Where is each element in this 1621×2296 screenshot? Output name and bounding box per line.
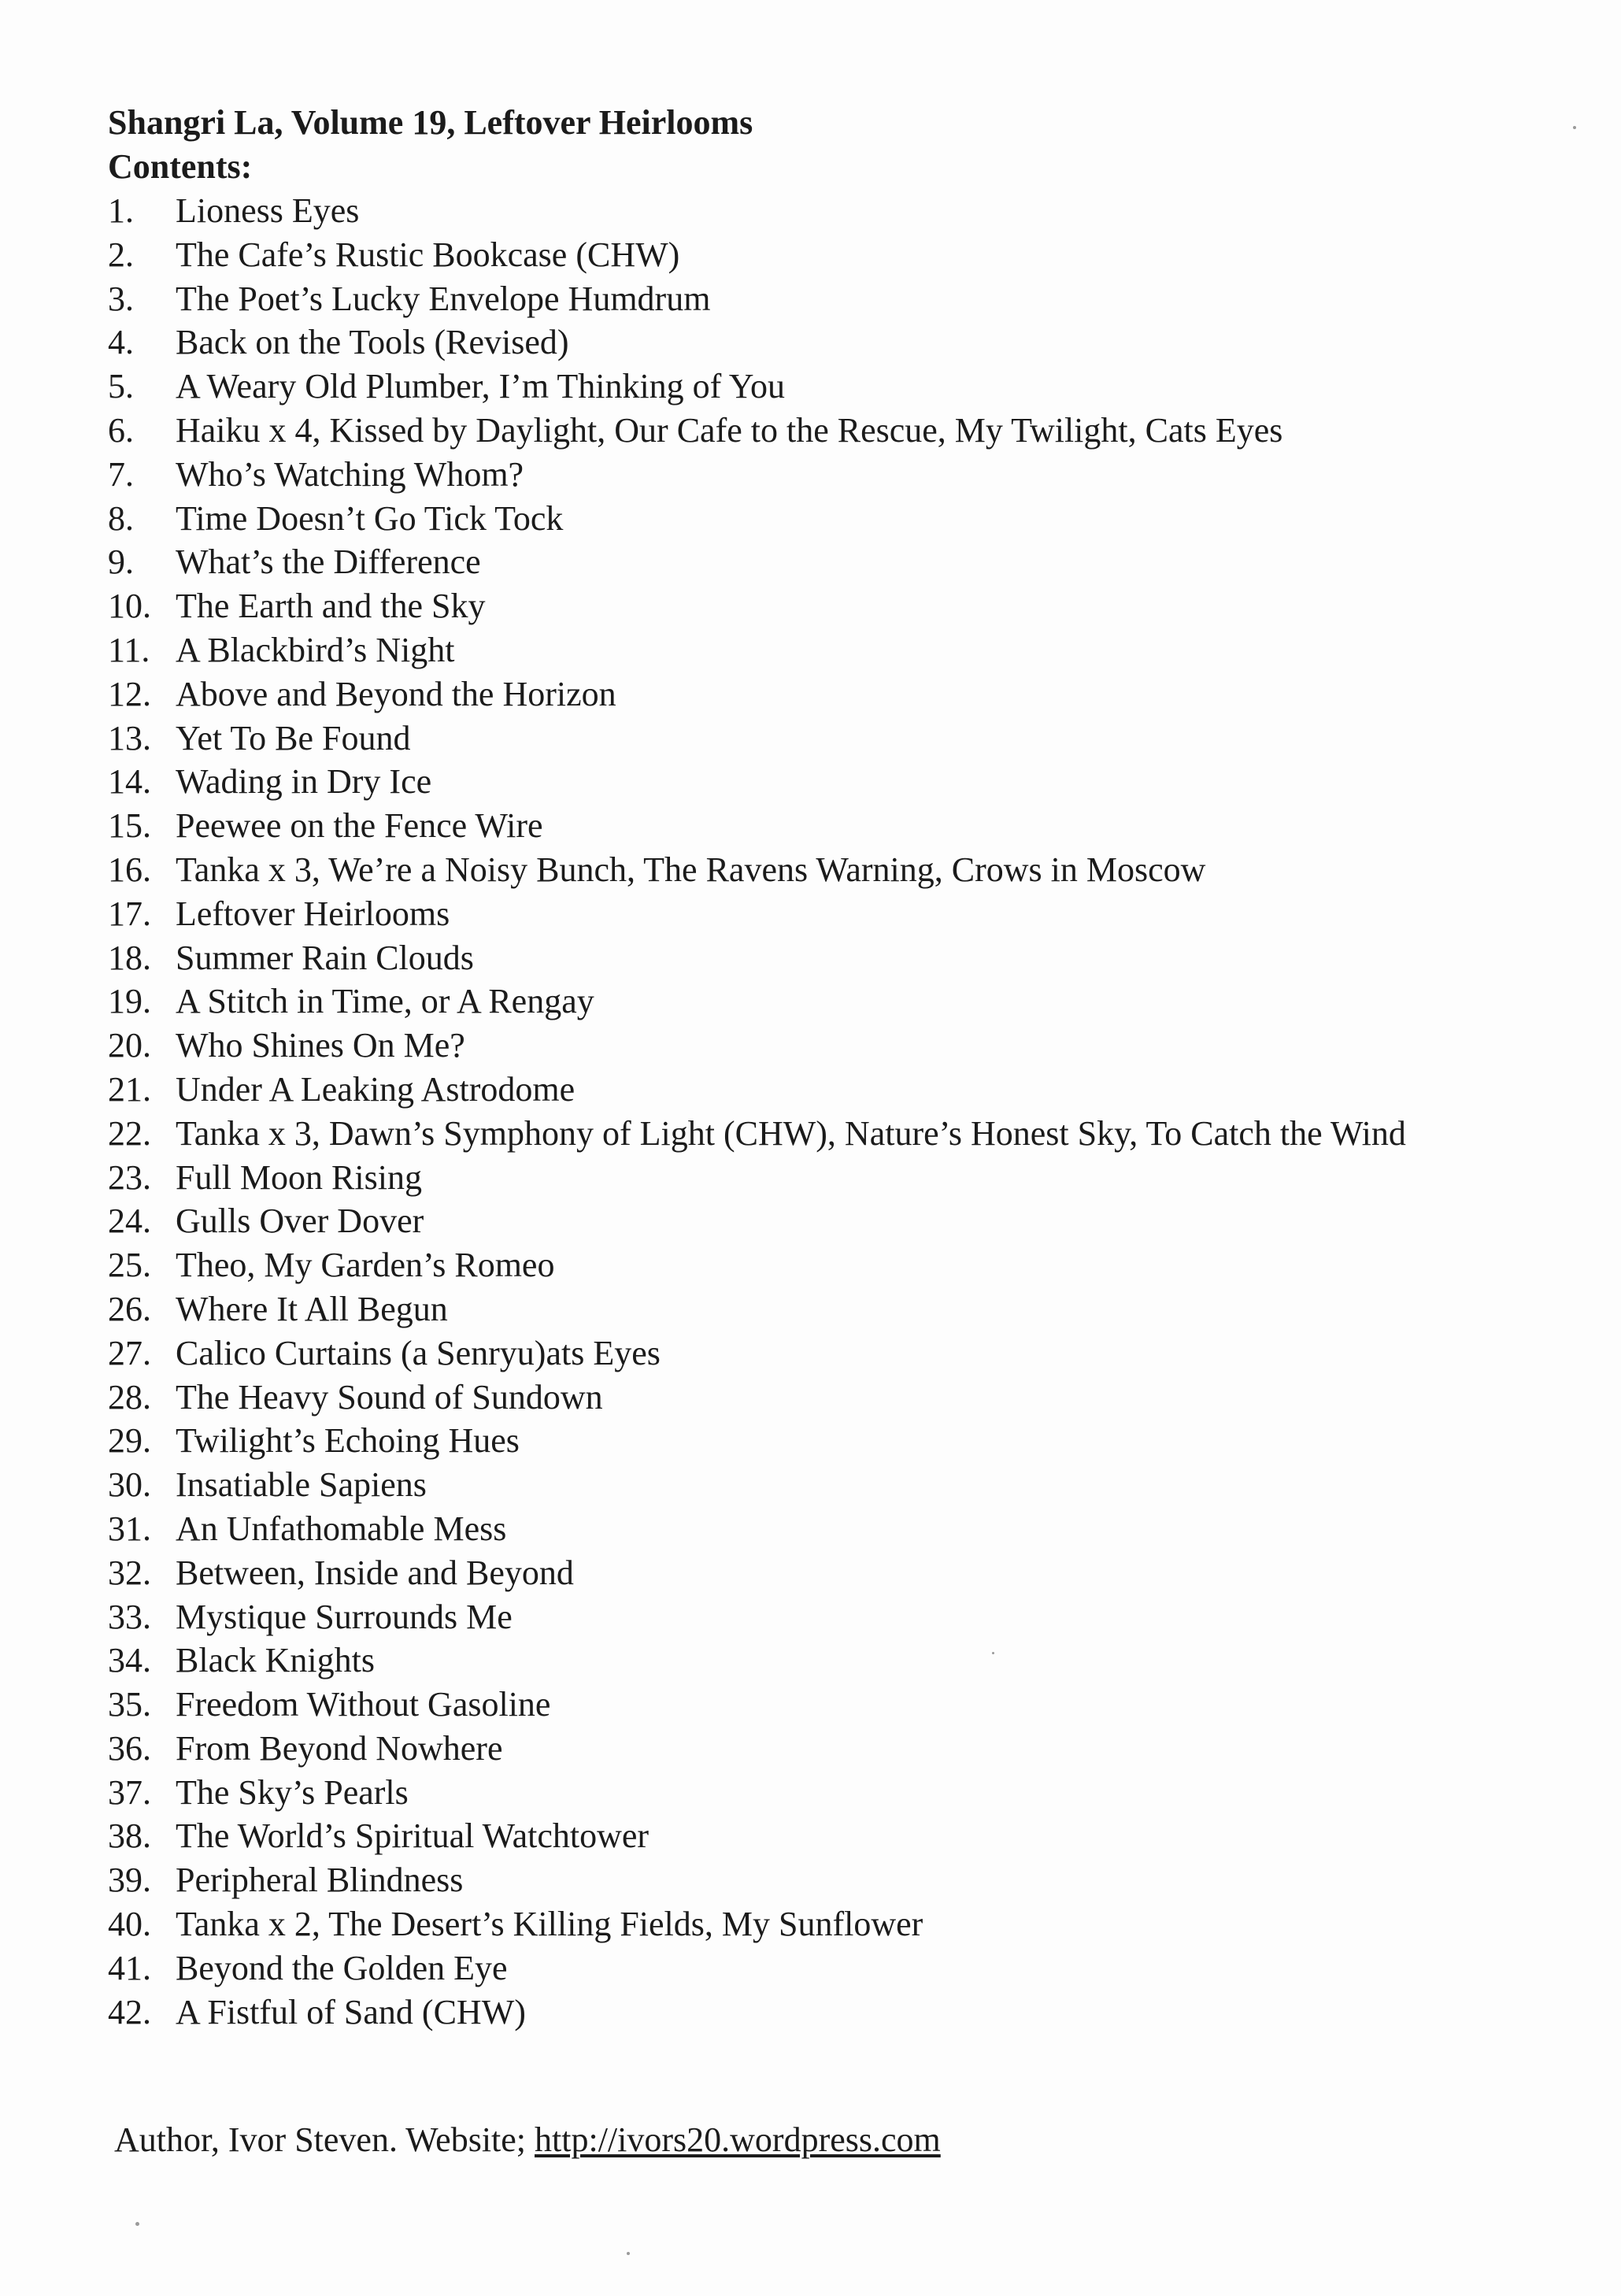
- item-title: The Sky’s Pearls: [176, 1772, 409, 1812]
- item-number: 23.: [108, 1157, 151, 1197]
- item-title: A Stitch in Time, or A Rengay: [176, 982, 594, 1021]
- item-title: An Unfathomable Mess: [176, 1509, 507, 1548]
- scan-speck: [992, 1652, 994, 1654]
- contents-item: [108, 1946, 1406, 1990]
- contents-item: [108, 1287, 1406, 1331]
- contents-item: [108, 1990, 1406, 2035]
- contents-item: [108, 760, 1406, 804]
- item-number: 27.: [108, 1333, 151, 1372]
- contents-item: [108, 1683, 1406, 1727]
- contents-item: [108, 540, 1406, 584]
- item-title: Mystique Surrounds Me: [176, 1597, 513, 1636]
- item-title: A Blackbird’s Night: [176, 630, 455, 669]
- item-number: 6.: [108, 410, 134, 450]
- item-title: Time Doesn’t Go Tick Tock: [176, 498, 564, 538]
- item-number: 9.: [108, 543, 134, 582]
- contents-item: [108, 365, 1406, 409]
- item-title: Theo, My Garden’s Romeo: [176, 1246, 555, 1285]
- item-number: 29.: [108, 1421, 151, 1461]
- item-number: 34.: [108, 1641, 151, 1680]
- contents-item: [108, 1243, 1406, 1287]
- contents-item: [108, 1376, 1406, 1420]
- contents-item: [108, 1771, 1406, 1815]
- item-number: 20.: [108, 1026, 151, 1065]
- item-number: 4.: [108, 323, 134, 362]
- item-title: Peripheral Blindness: [176, 1861, 464, 1900]
- contents-item: [108, 1727, 1406, 1771]
- item-title: Insatiable Sapiens: [176, 1465, 427, 1505]
- item-number: 21.: [108, 1069, 151, 1109]
- item-title: Tanka x 3, We’re a Noisy Bunch, The Ravens Warning, Crows in Moscow: [176, 850, 1206, 889]
- item-number: 32.: [108, 1553, 151, 1592]
- item-title: From Beyond Nowhere: [176, 1728, 503, 1768]
- item-number: 7.: [108, 454, 134, 494]
- contents-item: [108, 1331, 1406, 1376]
- contents-item: [108, 189, 1406, 233]
- item-title: Who’s Watching Whom?: [176, 454, 524, 494]
- contents-item: [108, 409, 1406, 453]
- item-number: 17.: [108, 894, 151, 933]
- contents-item: [108, 1551, 1406, 1595]
- contents-item: [108, 584, 1406, 628]
- item-number: 2.: [108, 235, 134, 274]
- item-title: Yet To Be Found: [176, 718, 411, 757]
- item-number: 41.: [108, 1948, 151, 1987]
- contents-item: [108, 320, 1406, 365]
- item-title: Twilight’s Echoing Hues: [176, 1421, 520, 1461]
- contents-item: [108, 1463, 1406, 1507]
- contents-item: [108, 1112, 1406, 1156]
- contents-heading: Contents:: [108, 147, 253, 186]
- item-title: Leftover Heirlooms: [176, 894, 450, 933]
- item-title: Back on the Tools (Revised): [176, 323, 569, 362]
- contents-item: [108, 1068, 1406, 1112]
- item-number: 40.: [108, 1905, 151, 1944]
- item-title: Tanka x 2, The Desert’s Killing Fields, My Sunflower: [176, 1905, 923, 1944]
- contents-item: [108, 1639, 1406, 1683]
- item-title: A Weary Old Plumber, I’m Thinking of You: [176, 367, 786, 406]
- contents-item: [108, 1902, 1406, 1946]
- item-number: 24.: [108, 1202, 151, 1241]
- item-number: 1.: [108, 191, 134, 230]
- contents-item: [108, 717, 1406, 761]
- item-number: 25.: [108, 1246, 151, 1285]
- item-title: Full Moon Rising: [176, 1157, 422, 1197]
- item-title: Freedom Without Gasoline: [176, 1685, 551, 1724]
- contents-item: [108, 672, 1406, 717]
- contents-item: [108, 804, 1406, 848]
- document-title: Shangri La, Volume 19, Leftover Heirlooms: [108, 103, 753, 142]
- item-title: Between, Inside and Beyond: [176, 1553, 574, 1592]
- item-title: What’s the Difference: [176, 543, 481, 582]
- item-number: 19.: [108, 982, 151, 1021]
- item-number: 3.: [108, 279, 134, 318]
- item-title: The Cafe’s Rustic Bookcase (CHW): [176, 235, 680, 274]
- item-title: The Earth and the Sky: [176, 587, 486, 626]
- contents-item: [108, 628, 1406, 672]
- item-title: The World’s Spiritual Watchtower: [176, 1816, 650, 1856]
- contents-item: [108, 497, 1406, 541]
- contents-item: [108, 936, 1406, 980]
- item-number: 10.: [108, 587, 151, 626]
- item-title: Where It All Begun: [176, 1289, 448, 1328]
- contents-item: [108, 453, 1406, 497]
- contents-item: [108, 233, 1406, 277]
- scan-speck: [627, 2252, 630, 2255]
- item-number: 33.: [108, 1597, 151, 1636]
- scan-speck: [135, 2222, 139, 2226]
- contents-item: [108, 1419, 1406, 1463]
- item-title: The Heavy Sound of Sundown: [176, 1377, 603, 1416]
- item-number: 18.: [108, 938, 151, 977]
- item-title: Summer Rain Clouds: [176, 938, 474, 977]
- website-link[interactable]: http://ivors20.wordpress.com: [535, 2120, 941, 2159]
- item-number: 35.: [108, 1685, 151, 1724]
- item-number: 37.: [108, 1772, 151, 1812]
- item-number: 26.: [108, 1289, 151, 1328]
- item-number: 5.: [108, 367, 134, 406]
- item-number: 39.: [108, 1861, 151, 1900]
- item-number: 8.: [108, 498, 134, 538]
- item-title: Tanka x 3, Dawn’s Symphony of Light (CHW), Nature’s Honest Sky, To Catch the Wind: [176, 1113, 1406, 1153]
- contents-item: [108, 980, 1406, 1024]
- item-number: 12.: [108, 674, 151, 713]
- item-number: 36.: [108, 1728, 151, 1768]
- item-number: 38.: [108, 1816, 151, 1856]
- item-number: 22.: [108, 1113, 151, 1153]
- contents-item: [108, 848, 1406, 892]
- scan-speck: [1573, 126, 1576, 129]
- item-title: Beyond the Golden Eye: [176, 1948, 508, 1987]
- contents-item: [108, 1858, 1406, 1902]
- contents-item: [108, 1507, 1406, 1551]
- item-title: Who Shines On Me?: [176, 1026, 465, 1065]
- item-title: Haiku x 4, Kissed by Daylight, Our Cafe to the Rescue, My Twilight, Cats Eyes: [176, 410, 1283, 450]
- item-number: 42.: [108, 1992, 151, 2031]
- contents-item: [108, 1595, 1406, 1639]
- item-number: 15.: [108, 806, 151, 846]
- item-title: Gulls Over Dover: [176, 1202, 424, 1241]
- author-footer: [114, 2118, 941, 2162]
- contents-item: [108, 892, 1406, 936]
- item-title: Black Knights: [176, 1641, 375, 1680]
- item-title: Above and Beyond the Horizon: [176, 674, 616, 713]
- item-number: 28.: [108, 1377, 151, 1416]
- item-title: Calico Curtains (a Senryu)ats Eyes: [176, 1333, 661, 1372]
- item-title: The Poet’s Lucky Envelope Humdrum: [176, 279, 711, 318]
- item-number: 30.: [108, 1465, 151, 1505]
- item-title: Under A Leaking Astrodome: [176, 1069, 575, 1109]
- item-number: 14.: [108, 762, 151, 802]
- contents-item: [108, 1024, 1406, 1068]
- contents-list: [108, 189, 1406, 2034]
- contents-item: [108, 1199, 1406, 1243]
- item-title: Wading in Dry Ice: [176, 762, 432, 802]
- item-title: Lioness Eyes: [176, 191, 360, 230]
- item-title: A Fistful of Sand (CHW): [176, 1992, 526, 2031]
- contents-item: [108, 1156, 1406, 1200]
- footer-text: Author, Ivor Steven. Website;: [114, 2120, 535, 2159]
- contents-item: [108, 277, 1406, 321]
- item-number: 31.: [108, 1509, 151, 1548]
- item-number: 13.: [108, 718, 151, 757]
- item-title: Peewee on the Fence Wire: [176, 806, 543, 846]
- item-number: 11.: [108, 630, 150, 669]
- contents-item: [108, 1814, 1406, 1858]
- item-number: 16.: [108, 850, 151, 889]
